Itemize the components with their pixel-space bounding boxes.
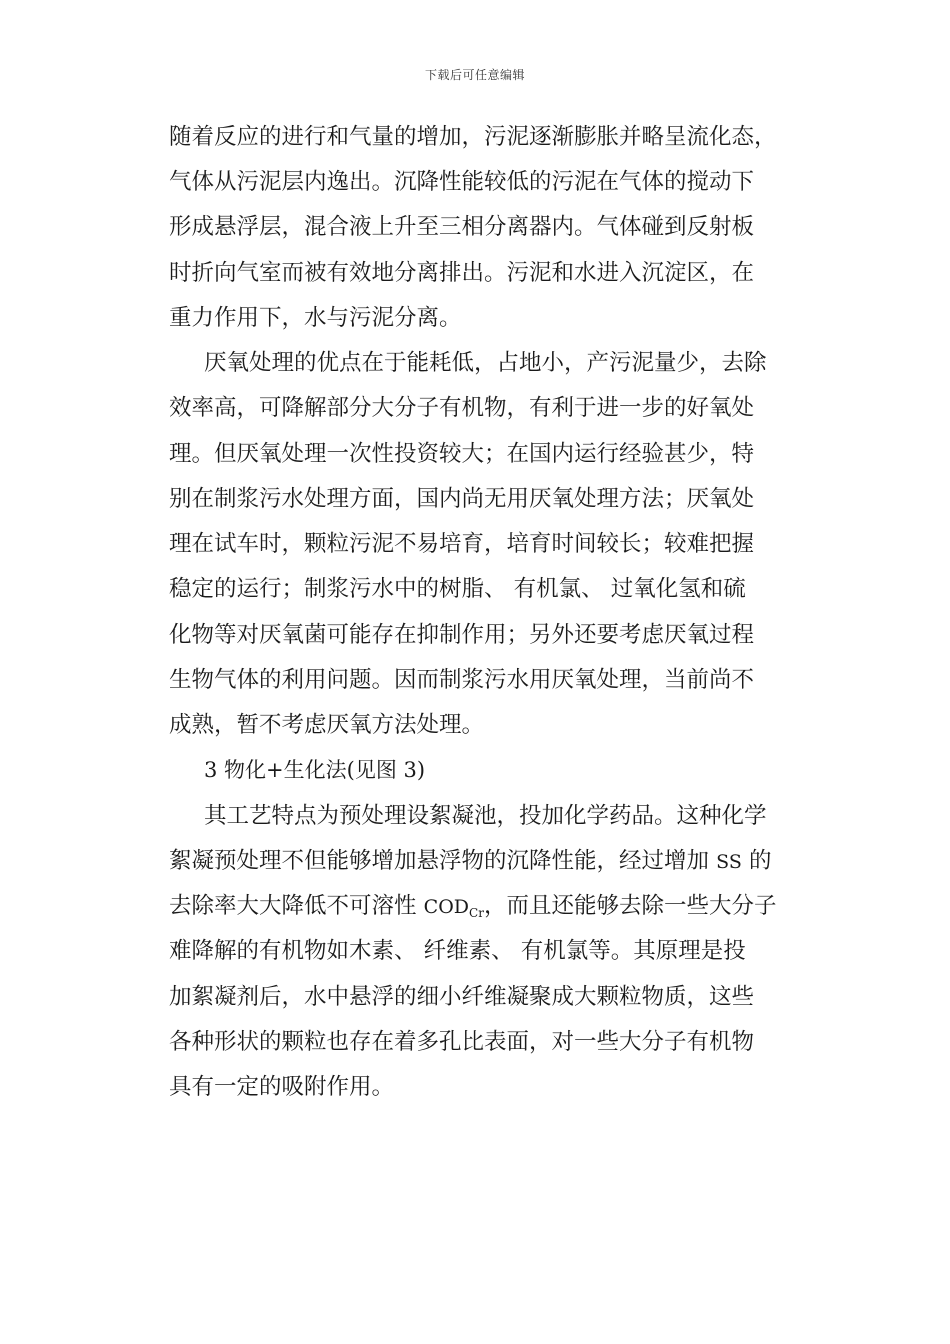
ss-abbreviation: SS (716, 851, 742, 873)
paragraph-2-line-7: 化物等对厌氧菌可能存在抑制作用；另外还要考虑厌氧过程 (169, 622, 755, 648)
paragraph-2-line-3: 理。但厌氧处理一次性投资较大；在国内运行经验甚少，特 (169, 441, 755, 467)
page-header: 下载后可任意编辑 (424, 68, 525, 82)
paragraph-1-line-3: 形成悬浮层，混合液上升至三相分离器内。气体碰到反射板 (169, 214, 755, 240)
paragraph-2-line-4: 别在制浆污水处理方面，国内尚无用厌氧处理方法；厌氧处 (169, 486, 755, 512)
paragraph-3-line-4: 难降解的有机物如木素、 纤维素、 有机氯等。其原理是投 (169, 938, 746, 964)
paragraph-1-line-1: 随着反应的进行和气量的增加，污泥逐渐膨胀并略呈流化态， (169, 124, 777, 150)
section-3-heading: 3 物化+生化法(见图 3) (204, 758, 426, 782)
paragraph-2-line-1: 厌氧处理的优点在于能耗低，占地小，产污泥量少，去除 (204, 350, 767, 376)
paragraph-2-line-8: 生物气体的利用问题。因而制浆污水用厌氧处理，当前尚不 (169, 667, 755, 693)
paragraph-3-line-5: 加絮凝剂后，水中悬浮的细小纤维凝聚成大颗粒物质，这些 (169, 984, 755, 1010)
paragraph-2-line-9: 成熟，暂不考虑厌氧方法处理。 (169, 712, 485, 738)
paragraph-2-line-2: 效率高，可降解部分大分子有机物，有利于进一步的好氧处 (169, 395, 755, 421)
paragraph-3-line-2-text-b: 的 (741, 848, 772, 874)
paragraph-3-line-6: 各种形状的颗粒也存在着多孔比表面，对一些大分子有机物 (169, 1029, 755, 1055)
paragraph-3-line-3-text-b: ，而且还能够去除一些大分子 (483, 893, 777, 919)
paragraph-3-line-1: 其工艺特点为预处理设絮凝池，投加化学药品。这种化学 (204, 803, 767, 829)
paragraph-3-line-2 (169, 841, 789, 881)
paragraph-1-line-2: 气体从污泥层内逸出。沉降性能较低的污泥在气体的搅动下 (169, 169, 755, 195)
paragraph-2-line-5: 理在试车时，颗粒污泥不易培育，培育时间较长；较难把握 (169, 531, 755, 557)
paragraph-3-line-2-text-a: 絮凝预处理不但能够增加悬浮物的沉降性能，经过增加 (169, 848, 717, 874)
cr-subscript: Cr (469, 906, 484, 920)
paragraph-3-line-3-text-a: 去除率大大降低不可溶性 (169, 893, 424, 919)
paragraph-1-line-4: 时折向气室而被有效地分离排出。污泥和水进入沉淀区，在 (169, 260, 755, 286)
paragraph-3-line-7: 具有一定的吸附作用。 (169, 1074, 395, 1100)
paragraph-2-line-6: 稳定的运行；制浆污水中的树脂、 有机氯、 过氧化氢和硫 (169, 576, 746, 602)
paragraph-3-line-3 (169, 886, 789, 926)
paragraph-1-line-5: 重力作用下，水与污泥分离。 (169, 305, 462, 331)
cod-abbreviation: COD (423, 896, 470, 918)
